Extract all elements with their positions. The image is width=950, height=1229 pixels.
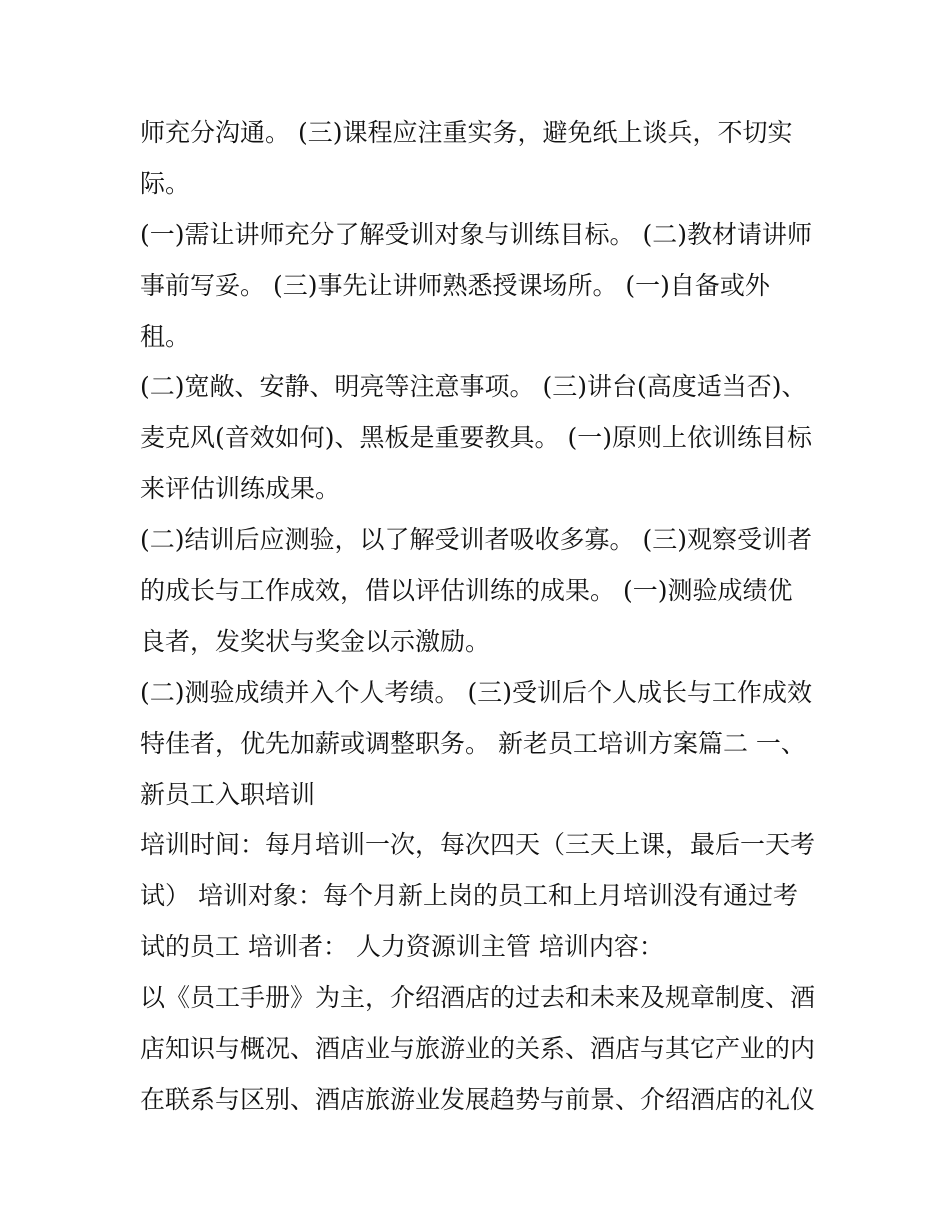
text-line: 新员工入职培训 xyxy=(140,779,316,809)
text-line: 租。 xyxy=(140,321,191,351)
text-line: 以《员工手册》为主，介绍酒店的过去和未来及规章制度、酒 xyxy=(140,983,816,1013)
text-line: 培训时间：每月培训一次，每次四天（三天上课，最后一天考 xyxy=(140,830,816,860)
text-line: 良者，发奖状与奖金以示激励。 xyxy=(140,626,491,656)
text-line: 在联系与区别、酒店旅游业发展趋势与前景、介绍酒店的礼仪 xyxy=(140,1084,816,1114)
document-body xyxy=(140,108,830,1126)
text-line: 师充分沟通。 (三)课程应注重实务，避免纸上谈兵，不切实 xyxy=(140,118,793,147)
text-line: 际。 xyxy=(140,168,191,198)
text-line: 麦克风(音效如何)、黑板是重要教具。 (一)原则上依训练目标 xyxy=(140,423,812,453)
text-line: (二)宽敞、安静、明亮等注意事项。 (三)讲台(高度适当否)、 xyxy=(140,372,807,402)
text-line: 试） 培训对象：每个月新上岗的员工和上月培训没有通过考 xyxy=(140,881,798,911)
text-line: 来评估训练成果。 xyxy=(140,474,341,504)
text-line: 事前写妥。 (三)事先让讲师熟悉授课场所。 (一)自备或外 xyxy=(140,270,770,300)
text-line: (二)结训后应测验，以了解受训者吸收多寡。 (三)观察受训者 xyxy=(140,525,812,555)
text-line: (二)测验成绩并入个人考绩。 (三)受训后个人成长与工作成效 xyxy=(140,677,812,707)
text-line: 试的员工 培训者： 人力资源训主管 培训内容： xyxy=(140,932,664,962)
text-line: 店知识与概况、酒店业与旅游业的关系、酒店与其它产业的内 xyxy=(140,1034,816,1064)
text-line: 的成长与工作成效，借以评估训练的成果。 (一)测验成绩优 xyxy=(140,576,793,606)
text-line: 特佳者，优先加薪或调整职务。 新老员工培训方案篇二 一、 xyxy=(140,728,806,758)
text-line: (一)需让讲师充分了解受训对象与训练目标。 (二)教材请讲师 xyxy=(140,219,812,249)
